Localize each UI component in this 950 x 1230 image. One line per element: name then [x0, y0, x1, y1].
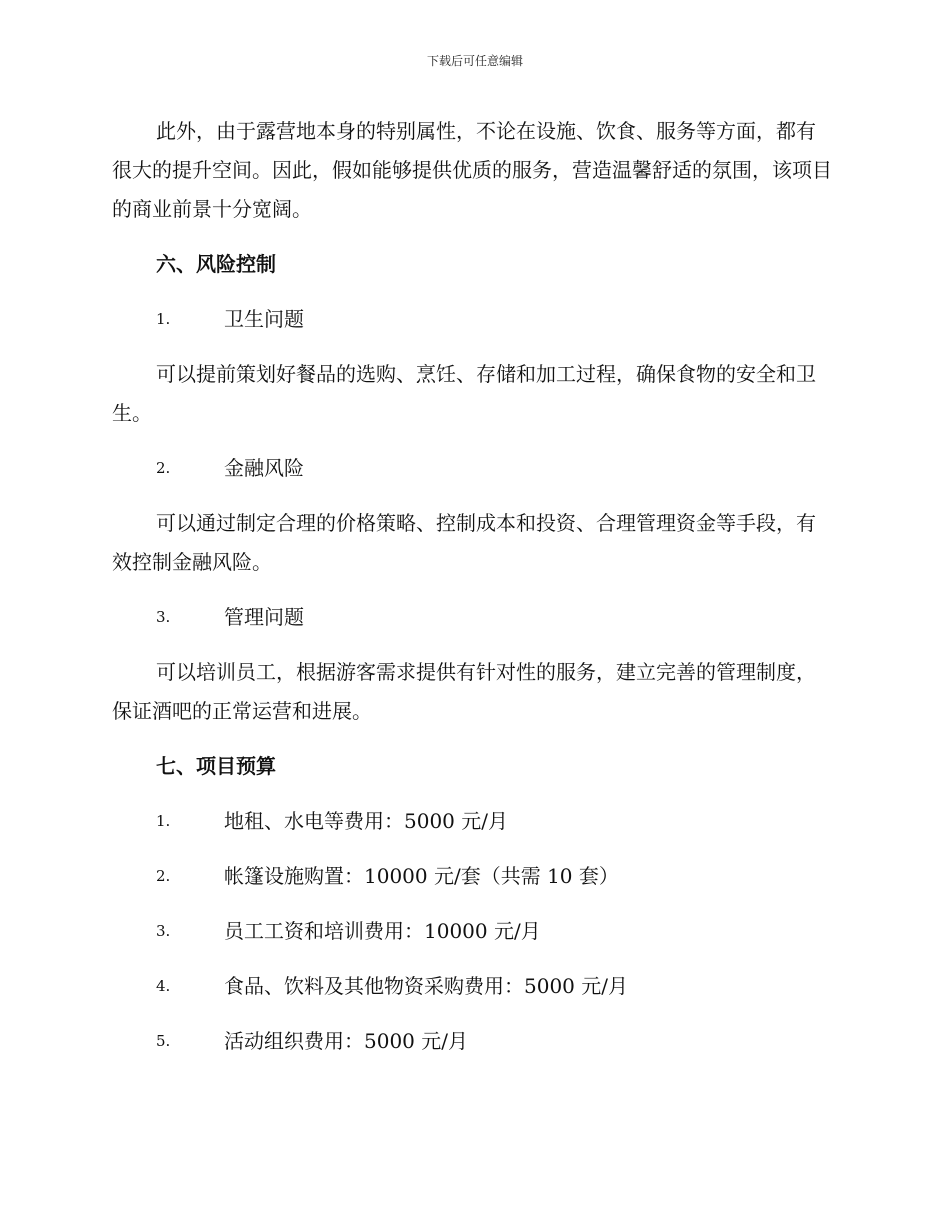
budget-item-4 [112, 967, 832, 1006]
risk-item-1 [112, 300, 832, 339]
risk-item-label: 管理问题 [224, 605, 304, 629]
risk-item-label: 卫生问题 [224, 307, 304, 331]
section-7-title: 七、项目预算 [156, 754, 276, 778]
document-body [112, 112, 832, 1061]
list-number: 2. [156, 867, 171, 885]
budget-item-label: 活动组织费用：5000 元/月 [224, 1029, 468, 1053]
list-number: 3. [156, 608, 171, 626]
budget-item-label: 员工工资和培训费用：10000 元/月 [224, 919, 541, 943]
budget-item-label: 食品、饮料及其他物资采购费用：5000 元/月 [224, 974, 628, 998]
budget-item-1 [112, 802, 832, 841]
budget-item-label: 帐篷设施购置：10000 元/套（共需 10 套） [224, 864, 619, 888]
risk-item-3 [112, 598, 832, 637]
risk-item-label: 金融风险 [224, 456, 304, 480]
page-header: 下载后可任意编辑 [426, 54, 523, 68]
risk-item-3-desc: 可以培训员工，根据游客需求提供有针对性的服务，建立完善的管理制度，保证酒吧的正常运营和进展。 [112, 660, 816, 723]
risk-item-2 [112, 449, 832, 488]
list-number: 4. [156, 977, 171, 995]
risk-item-1-desc: 可以提前策划好餐品的选购、烹饪、存储和加工过程，确保食物的安全和卫生。 [112, 362, 816, 425]
intro-paragraph: 此外，由于露营地本身的特别属性，不论在设施、饮食、服务等方面，都有很大的提升空间。因此，假如能够提供优质的服务，营造温馨舒适的氛围，该项目的商业前景十分宽阔。 [112, 119, 832, 221]
budget-item-label: 地租、水电等费用：5000 元/月 [224, 809, 508, 833]
list-number: 3. [156, 922, 171, 940]
list-number: 1. [156, 812, 171, 830]
budget-item-3 [112, 912, 832, 951]
section-6-title: 六、风险控制 [156, 252, 276, 276]
budget-item-2 [112, 857, 832, 896]
list-number: 1. [156, 310, 171, 328]
list-number: 5. [156, 1032, 171, 1050]
budget-item-5 [112, 1022, 832, 1061]
list-number: 2. [156, 459, 171, 477]
risk-item-2-desc: 可以通过制定合理的价格策略、控制成本和投资、合理管理资金等手段，有效控制金融风险。 [112, 511, 816, 574]
